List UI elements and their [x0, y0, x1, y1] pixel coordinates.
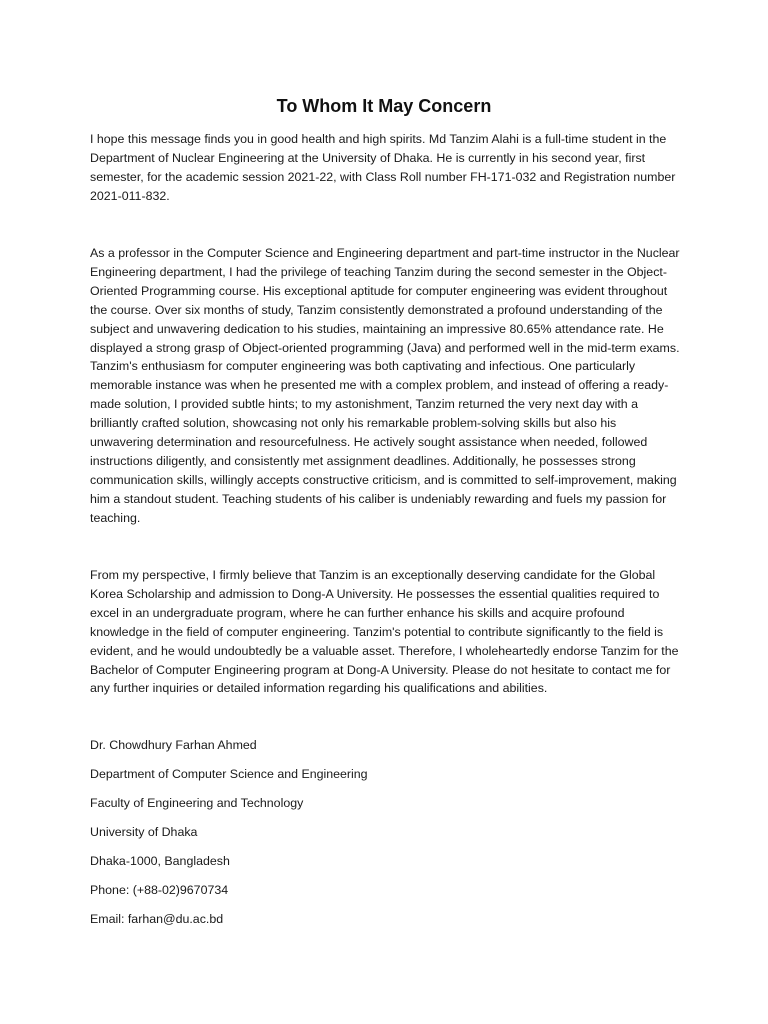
- signature-name: Dr. Chowdhury Farhan Ahmed: [90, 738, 257, 752]
- document-title: To Whom It May Concern: [276, 96, 492, 116]
- signature-department: Department of Computer Science and Engineering: [90, 767, 368, 781]
- paragraph-introduction: I hope this message finds you in good health and high spirits. Md Tanzim Alahi is a full-time student in the Department of Nuclear Engineering at the University of Dhaka. He is currently in his second year, first semester, for the academic session 2021-22, with Class Roll number FH-171-032 and Registration number 2021-011-832.: [90, 132, 676, 203]
- paragraph-teaching-experience: As a professor in the Computer Science and Engineering department and part-time instructor in the Nuclear Engineering department, I had the privilege of teaching Tanzim during the second semester in the Object-Oriented Programming course. His exceptional aptitude for computer engineering was evident throughout the course. Over six months of study, Tanzim consistently demonstrated a profound understanding of the subject and unwavering dedication to his studies, maintaining an impressive 80.65% attendance rate. He displayed a strong grasp of Object-oriented programming (Java) and performed well in the mid-term exams. Tanzim's enthusiasm for computer engineering was both captivating and infectious. One particularly memorable instance was when he presented me with a complex problem, and instead of offering a ready-made solution, I provided subtle hints; to my astonishment, Tanzim returned the very next day with a brilliantly crafted solution, showcasing not only his remarkable problem-solving skills but also his unwavering determination and resourcefulness. He actively sought assistance when needed, followed instructions diligently, and consistently met assignment deadlines. Additionally, he possesses strong communication skills, willingly accepts constructive criticism, and is committed to self-improvement, making him a standout student. Teaching students of his caliber is undeniably rewarding and fuels my passion for teaching.: [90, 246, 680, 525]
- signature-phone: Phone: (+88-02)9670734: [90, 883, 229, 897]
- signature-faculty: Faculty of Engineering and Technology: [90, 796, 304, 810]
- signature-email: Email: farhan@du.ac.bd: [90, 912, 224, 926]
- paragraph-recommendation: From my perspective, I firmly believe that Tanzim is an exceptionally deserving candidate for the Global Korea Scholarship and admission to Dong-A University. He possesses the essential qualities required to excel in an undergraduate program, where he can further enhance his skills and acquire profound knowledge in the field of computer engineering. Tanzim's potential to contribute significantly to the field is evident, and he would undoubtedly be a valuable asset. Therefore, I wholeheartedly endorse Tanzim for the Bachelor of Computer Engineering program at Dong-A University. Please do not hesitate to contact me for any further inquiries or detailed information regarding his qualifications and abilities.: [90, 568, 679, 696]
- signature-address: Dhaka-1000, Bangladesh: [90, 854, 230, 868]
- signature-university: University of Dhaka: [90, 825, 198, 839]
